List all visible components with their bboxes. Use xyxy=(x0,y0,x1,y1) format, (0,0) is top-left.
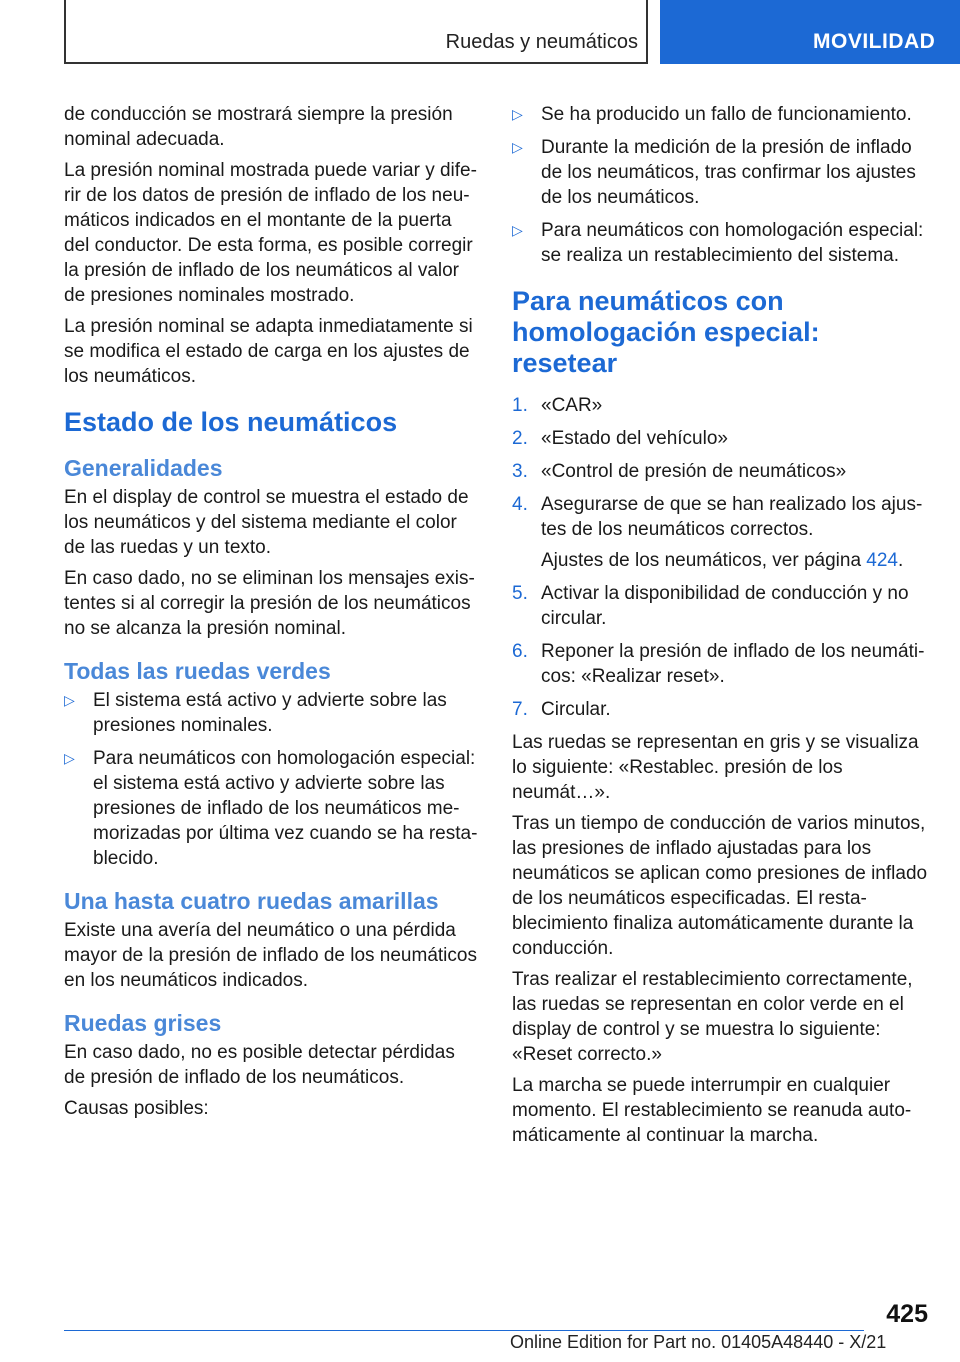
step-text: Activar la disponibilidad de conducción y no circular. xyxy=(541,583,909,629)
header-section-title: Ruedas y neumáticos xyxy=(445,31,638,53)
list-item xyxy=(512,218,928,268)
step-number: 1. xyxy=(512,395,528,416)
step-item xyxy=(512,697,928,722)
step-text: «CAR» xyxy=(541,395,603,416)
list-item-text: Para neumáticos con homologación especial: el sistema está activo y advierte sobre las presiones de inflado de los neumáticos memorizadas por última vez cuando se ha restablecido. xyxy=(93,748,478,869)
step-number: 7. xyxy=(512,699,528,720)
paragraph: La presión nominal mostrada puede variar y diferir de los datos de presión de inflado de los neumáticos indicados en el montante de la puerta del conductor. De esta forma, es posible corregir la presión de inflado de los neumáticos al valor de presiones nominales mostrado. xyxy=(64,160,477,306)
list-item-text: Durante la medición de la presión de inflado de los neumáticos, tras confirmar los ajustes de los neumáticos. xyxy=(541,137,916,208)
footer-divider xyxy=(64,1330,864,1331)
paragraph: En caso dado, no es posible detectar pérdidas de presión de inflado de los neumáticos. xyxy=(64,1042,455,1088)
step-item xyxy=(512,492,928,573)
triangle-right-icon: ▷ xyxy=(512,106,523,122)
step-item xyxy=(512,459,928,484)
list-item xyxy=(512,102,928,127)
step-item xyxy=(512,581,928,631)
step-text: Circular. xyxy=(541,699,611,720)
steps-list xyxy=(512,393,928,722)
heading-ruedas-verdes: Todas las ruedas verdes xyxy=(64,658,331,684)
paragraph: Tras realizar el restablecimiento correctamente, las ruedas se representan en color verde en el display de control y se muestra lo siguiente: «Reset correcto.» xyxy=(512,969,913,1065)
paragraph: Tras un tiempo de conducción de varios minutos, las presiones de inflado ajustadas para los neumáticos se aplican como presiones de inflado de los neumáticos especificadas. El restablecimiento finaliza automáticamente durante la conducción. xyxy=(512,813,928,959)
footer-edition-text: Online Edition for Part no. 01405A48440 - X/21 xyxy=(510,1332,887,1352)
heading-ruedas-amarillas: Una hasta cuatro ruedas amarillas xyxy=(64,888,439,914)
step-item xyxy=(512,393,928,418)
heading-ruedas-grises: Ruedas grises xyxy=(64,1010,222,1036)
step-text: «Estado del vehículo» xyxy=(541,428,728,449)
triangle-right-icon: ▷ xyxy=(64,692,75,708)
triangle-right-icon: ▷ xyxy=(512,139,523,155)
list-item-text: Se ha producido un fallo de funcionamiento. xyxy=(541,104,912,125)
list-item-text: Para neumáticos con homologación especial: se realiza un restablecimiento del sistema. xyxy=(541,220,924,266)
step-note-text: Ajustes de los neumáticos, ver página xyxy=(541,550,867,571)
step-number: 3. xyxy=(512,461,528,482)
bullet-list-verdes xyxy=(64,688,478,871)
heading-resetear: Para neumáticos con homologación especial: resetear xyxy=(512,286,820,378)
step-number: 5. xyxy=(512,583,528,604)
paragraph: En el display de control se muestra el estado de los neumáticos y del sistema mediante el color de las ruedas y un texto. xyxy=(64,487,469,558)
page-reference-link[interactable]: 424 xyxy=(866,550,898,571)
heading-generalidades: Generalidades xyxy=(64,455,223,481)
right-column xyxy=(512,102,928,1154)
header-tab-movilidad[interactable]: MOVILIDAD xyxy=(660,0,960,64)
step-number: 6. xyxy=(512,641,528,662)
paragraph: Causas posibles: xyxy=(64,1098,209,1119)
step-item xyxy=(512,426,928,451)
step-note-suffix: . xyxy=(898,550,904,571)
paragraph: La presión nominal se adapta inmediatamente si se modifica el estado de carga en los ajustes de los neumáticos. xyxy=(64,316,473,387)
paragraph: Las ruedas se representan en gris y se visualiza lo siguiente: «Restablec. presión de los neumát…». xyxy=(512,732,919,803)
paragraph: Existe una avería del neumático o una pérdida mayor de la presión de inflado de los neumáticos en los neumáticos indicados. xyxy=(64,920,477,991)
paragraph: de conducción se mostrará siempre la presión nominal adecuada. xyxy=(64,104,453,150)
page-number: 425 xyxy=(886,1300,928,1328)
triangle-right-icon: ▷ xyxy=(64,750,75,766)
paragraph: La marcha se puede interrumpir en cualquier momento. El restablecimiento se reanuda automáticamente al continuar la marcha. xyxy=(512,1075,912,1146)
list-item xyxy=(512,135,928,210)
paragraph: En caso dado, no se eliminan los mensajes existentes si al corregir la presión de los neumáticos no se alcanza la presión nominal. xyxy=(64,568,475,639)
step-number: 4. xyxy=(512,494,528,515)
list-item xyxy=(64,746,478,871)
step-note xyxy=(541,548,928,573)
bullet-list-causas xyxy=(512,102,928,268)
step-text: Reponer la presión de inflado de los neumáticos: «Realizar reset». xyxy=(541,641,925,687)
left-column xyxy=(64,102,478,1127)
heading-estado-neumaticos: Estado de los neumáticos xyxy=(64,407,398,437)
triangle-right-icon: ▷ xyxy=(512,222,523,238)
step-text: Asegurarse de que se han realizado los ajustes de los neumáticos correctos. xyxy=(541,494,923,540)
step-number: 2. xyxy=(512,428,528,449)
step-text: «Control de presión de neumáticos» xyxy=(541,461,847,482)
list-item-text: El sistema está activo y advierte sobre las presiones nominales. xyxy=(93,690,447,736)
list-item xyxy=(64,688,478,738)
step-item xyxy=(512,639,928,689)
